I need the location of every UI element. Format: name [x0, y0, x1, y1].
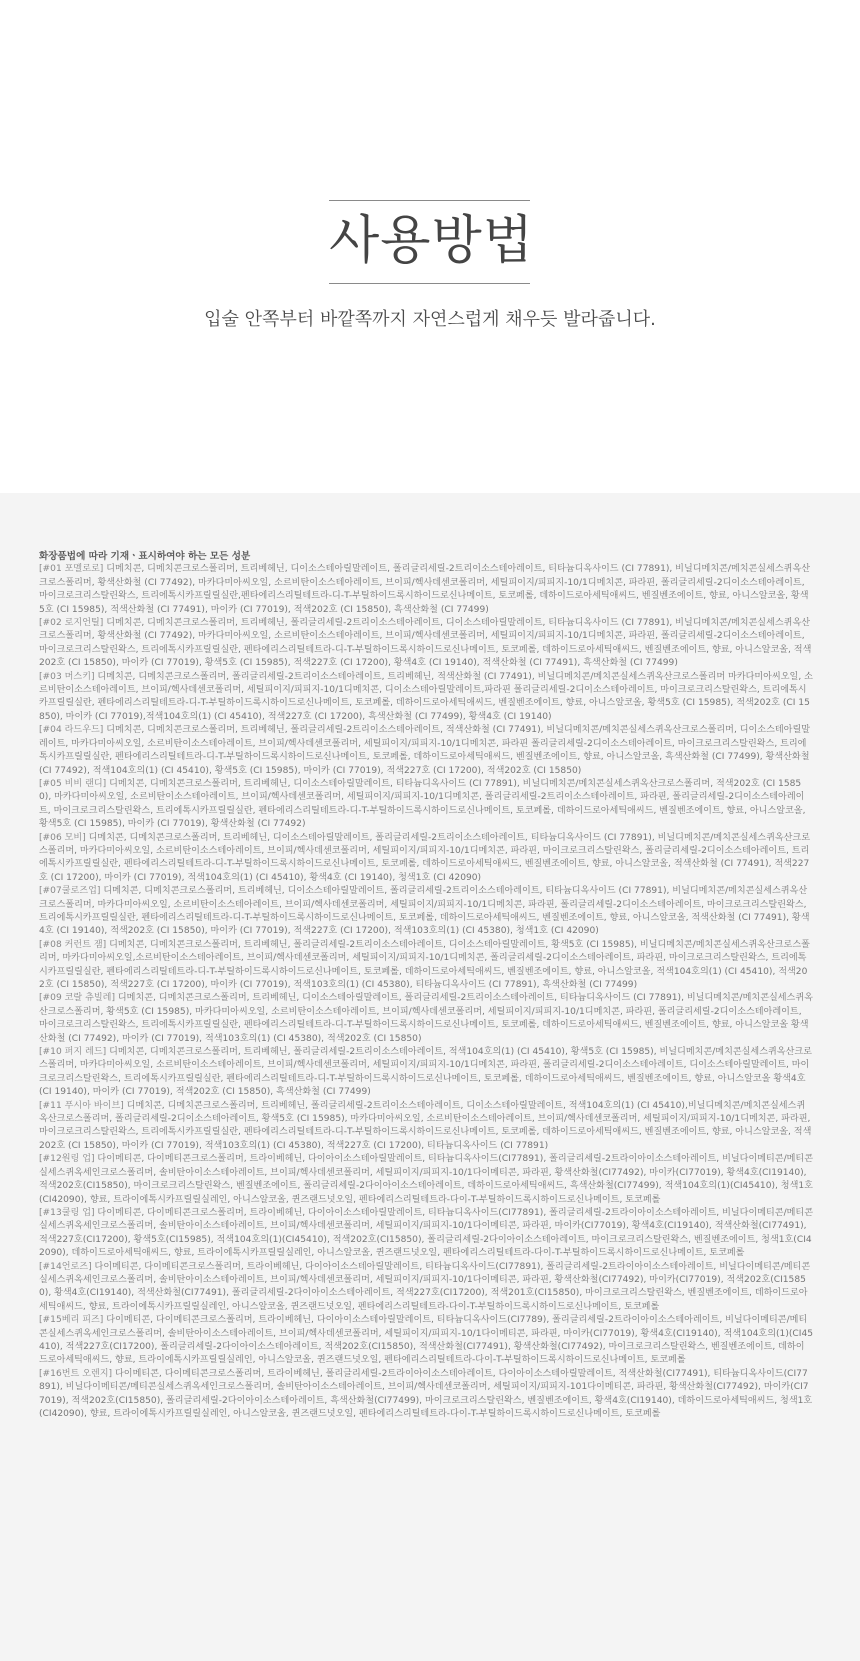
- ingredient-entry: [39, 1314, 813, 1368]
- shade-label: [#16번트 오렌지]: [39, 1368, 113, 1379]
- ingredient-entry: [39, 724, 813, 778]
- ingredient-text: 디메치콘, 디메치콘크로스폴리머, 트리베헤닌, 디이소스테아릴말레이트, 폴리글리세릴-2트리이소스테아레이트, 티타늄디옥사이드 (CI 77891), 비닐디메치콘/메치콘실세스퀴옥산크로스폴리머, 마카다미아씨오일, 소르비탄이소스테아레이트, 브이피/헥사데센코폴리머, 세틸피이지/피피지-10/1디메치콘, 파라핀, 마이크로크리스탈린왁스, 폴리글리세릴-2디이소스테아레이트, 트리에톡시카프릴릴실란, 펜타에리스리틸테트라-디-T-부틸하이드록시하이드로신나메이트, 토코페롤, 데하이드로아세틱애씨드, 벤질벤조에이트, 향료, 아니스알코올, 적색산화철 (CI 77491), 적색227호 (CI 17200), 마이카 (CI 77019), 적색104호의(1) (CI 45410), 황색4호 (CI 19140), 청색1호 (CI 42090): [39, 832, 811, 883]
- usage-description: 입술 안쪽부터 바깥쪽까지 자연스럽게 채우듯 발라줍니다.: [204, 309, 656, 330]
- shade-label: [#11 푸시아 바이브]: [39, 1100, 124, 1111]
- ingredient-text: 디메치콘, 디메치콘크로스폴리머, 트리베헤닌, 디이소스테아릴말레이트, 폴리글리세릴-2트리이소스테아레이트, 티타늄디옥사이드 (CI 77891), 비닐디메치콘/메치콘실세스퀴옥산크로스폴리머, 마카다미아씨오일, 소르비탄이소스테아레이트, 브이피/헥사데센코폴리머, 세틸피이지/피피지-10/1디메치콘, 파라핀, 폴리글리세릴-2디이소스테아레이트, 마이크로크리스탈린왁스, 트리에톡시카프릴릴실란, 펜타에리스리틸테트라-디-T-부틸하이드록시하이드로신나메이트, 토코페롤, 데하이드로아세틱애씨드, 벤질벤조에이트, 향료, 아니스알코올, 적색산화철 (CI 77491), 황색4호 (CI 19140), 적색202호 (CI 15850), 마이카 (CI 77019), 적색227호 (CI 17200), 적색103호의(1) (CI 45380), 청색1호 (CI 42090): [39, 886, 810, 937]
- ingredient-text: 다이메티콘, 다이메티콘크로스폴리머, 트라이베헤닌, 다이아이소스테아릴말레이트, 티타늄디옥사이드(CI7789), 폴리글리세릴-2트라이아이소스테아레이트, 비닐다이메티콘/메티콘실세스퀴옥세인크로스폴리머, 솔비탄아이소스테아레이트, 브이피/헥사데센코폴리머, 세틸피이지/피피지-10/1다이메티콘, 파라핀, 마이카(CI77019), 황색4호(CI19140), 적색104호의(1)(CI45410), 적색227호(CI17200), 폴리글리세릴-2다이아이소스테아레이트, 적색202호(CI15850), 적색산화철(CI77491), 황색산화철(CI77492), 마이크로크리스탈린왁스, 벤질벤조에이트, 데하이드로아세틱애씨드, 향료, 트라이에톡시카프릴릴실레인, 아니스알코올, 퀸즈랜드넛오일, 펜타에리스리틸테트라-다이-T-부틸하이드록시하이드로신나메이트, 토코페롤: [39, 1315, 814, 1366]
- shade-label: [#03 머스키]: [39, 671, 95, 682]
- ingredient-text: 다이메티콘, 다이메티콘크로스폴리머, 트라이베헤닌, 폴리글리세릴-2트라이아이소스테아레이트, 다이아이소스테아릴말레이트, 적색산화철(CI77491), 티타늄디옥사이드(CI77891), 비닐다이메티콘/메티콘실세스퀴옥세인크로스폴리머, 솔비탄아이소스테아레이트, 브이피/헥사데센코폴리머, 세틸피이지/피피지-101다이메티콘, 파라핀, 황색산화철(CI77492), 마이카(CI77019), 적색202호(CI15850), 폴리글리세릴-2다이아이소스테아레이트, 흑색산화철(CI77499), 마이크로크리스탈린왁스, 벤질벤조에이트, 황색4호(CI19140), 데하이드로아세틱애씨드, 청색1호(CI42090), 향료, 트라이에톡시카프릴릴실레인, 아니스알코올, 퀸즈랜드넛오일, 펜타에리스리틸테트라-다이-T-부틸하이드록시하이드로신나메이트, 토코페롤: [39, 1368, 813, 1419]
- ingredient-entry: [39, 1046, 813, 1100]
- ingredient-text: 다이메티콘, 다이메티콘크로스폴리머, 트라이베헤닌, 다이아이소스테아릴말레이트, 티타늄디옥사이드(CI77891), 폴리글리세릴-2트라이아이소스테아레이트, 비닐다이메티콘/메티콘실세스퀴옥세인크로스폴리머, 솔비탄아이소스테아레이트, 브이피/헥사데센코폴리머, 세틸피이지/피피지-10/1다이메티콘, 파라핀, 마이카(CI77019), 황색4호(CI19140), 적색산화철(CI77491), 적색227호(CI17200), 황색5호(CI15985), 적색104호의(1)(CI45410), 적색202호(CI15850), 폴리글리세릴-2다이아이소스테아레이트, 마이크로크리스탈린왁스, 벤질벤조에이트, 청색1호(CI42090), 데하이드로아세틱애씨드, 향료, 트라이에톡시카프릴릴실레인, 아니스알코올, 퀸즈랜드넛오일, 펜타에리스리틸테트라-다이-T-부틸하이드록시하이드로신나메이트, 토코페롤: [39, 1207, 814, 1259]
- ingredients-list: [39, 550, 813, 1421]
- shade-label: [#05 비비 랜디]: [39, 778, 107, 789]
- ingredient-entry: [39, 617, 813, 671]
- ingredient-text: 다이메티콘, 다이메티콘크로스폴리머, 트라이베헤닌, 다이아이소스테아릴말레이트, 티타늄디옥사이드(CI77891), 폴리글리세릴-2트라이아이소스테아레이트, 비닐다이메티콘/메티콘실세스퀴옥세인크로스폴리머, 솔비탄아이소스테아레이트, 브이피/헥사데센코폴리머, 세틸피이지/피피지-10/1다이메티콘, 파라핀, 황색산화철(CI77492), 마이카(CI77019), 적색202호(CI15850), 황색4호(CI19140), 적색산화철(CI77491), 폴리글리세릴-2다이아이소스테아레이트, 적색227호(CI17200), 적색201호(CI15850), 마이크로크리스탈린왁스, 벤질벤조에이트, 데하이드로아세틱애씨드, 향료, 트라이에톡시카프릴릴실레인, 아니스알코올, 퀸즈랜드넛오일, 펜타에리스리틸테트라-다이-T-부틸하이드록시하이드로신나메이트, 토코페롤: [39, 1261, 811, 1312]
- ingredient-entry: [39, 885, 813, 939]
- ingredient-entry: [39, 563, 813, 617]
- shade-label: [#01 포멜로로]: [39, 564, 104, 575]
- shade-label: [#14언로즈]: [39, 1261, 92, 1272]
- shade-label: [#02 로지언틸]: [39, 618, 104, 629]
- ingredient-text: 디메치콘, 디메치콘크로스폴리머, 트리베헤닌, 디이소스테아릴말레이트, 티타늄디옥사이드 (CI 77891), 비닐디메치콘/메치콘실세스퀴옥산크로스폴리머, 적색202호 (CI 15850), 마카다미아씨오일, 소르비탄이소스테아레이트, 브이피/헥사데센코폴리머, 세틸피이지/피피지-10/1디메치콘, 폴리글리세릴-2트리이소스테아레이트, 파라핀, 폴리글리세릴-2디이소스테아레이트, 마이크로크리스탈린왁스, 트리에톡시카프릴릴실란, 펜타에리스리틸테트라-디-T-부틸하이드록시하이드로신나메이트, 토코페롤, 데하이드로아세틱애씨드, 벤질벤조에이트, 향료, 아니스알코올, 황색5호 (CI 15985), 마이카 (CI 77019), 황색산화철 (CI 77492): [39, 778, 806, 830]
- ingredient-entry: [39, 671, 813, 725]
- ingredient-entry: [39, 778, 813, 832]
- ingredient-entry: [39, 1207, 813, 1261]
- ingredient-text: 디메치콘, 디메치콘크로스폴리머, 트리베헤닌, 폴리글리세릴-2트리이소스테아레이트, 적색104호의(1) (CI 45410), 황색5호 (CI 15985), 비닐디메치콘/메치콘실세스퀴옥산크로스폴리머, 마카다미아씨오일, 소르비탄이소스테아레이트, 브이피/헥사데센코폴리머, 세틸피이지/피피지-10/1디메치콘, 파라핀, 폴리글리세릴-2디이소스테아레이트, 디이소스테아릴말레이트, 마이크로크리스탈린왁스, 트리에톡시카프릴릴실란, 펜타에리스리틸테트라-디-T-부틸하이드록시하이드로신나메이트, 토코페롤, 데하이드로아세틱애씨드, 벤질벤조에이트, 향료, 아니스알코올 황색4호 (CI 19140), 마이카 (CI 77019), 적색202호 (CI 15850), 흑색산화철 (CI 77499): [39, 1047, 812, 1098]
- ingredient-entry: [39, 1261, 813, 1315]
- ingredient-entry: [39, 1368, 813, 1422]
- shade-label: [#10 퍼지 레드]: [39, 1047, 107, 1058]
- page-title: 사용방법: [329, 211, 534, 271]
- shade-label: [#08 커런트 잼]: [39, 939, 107, 950]
- shade-label: [#06 모비]: [39, 832, 86, 843]
- ingredient-text: 디메치콘, 디메치콘크로스폴리머, 트리베헤닌, 폴리글리세릴-2트리이소스테아레이트, 디이소스테아릴말레이트, 티타늄디옥사이드 (CI 77891), 비닐디메치콘/메치콘실세스퀴옥산크로스폴리머, 황색산화철 (CI 77492), 마카다미아씨오일, 소르비탄이소스테아레이트, 브이피/헥사데센코폴리머, 세틸피이지/피피지-10/1디메치콘, 파라핀, 폴리글리세릴-2디이소스테아레이트, 마이크로크리스탈린왁스, 트리에톡시카프릴릴실란, 펜타에리스리틸테트라-디-T-부틸하이드록시하이드로신나메이트, 토코페롤, 데하이드로아세틱애씨드, 벤질벤조에이트, 향료, 아니스알코올, 적색202호 (CI 15850), 마이카 (CI 77019), 황색5호 (CI 15985), 적색227호 (CI 17200), 황색4호 (CI 19140), 적색산화철 (CI 77491), 흑색산화철 (CI 77499): [39, 618, 812, 669]
- ingredient-entry: [39, 1100, 813, 1154]
- ingredients-section: [0, 493, 860, 1661]
- ingredient-text: 디메치콘, 디메치콘크로스폴리머, 트리베헤닌, 폴리글리세릴-2트리이소스테아레이트, 디이소스테아릴말레이트, 황색5호 (CI 15985), 비닐디메치콘/메치콘실세스퀴옥산크로스폴리머, 마카다미아씨오일,소르비탄이소스테아레이트, 브이피/헥사데센코폴리머, 세틸피이지/피피지-10/1디메치콘, 폴리글리세릴-2디이소스테아레이트, 파라핀, 마이크로크리스탈린왁스, 트리에톡시카프릴릴실란, 펜타에리스리틸테트라-디-T-부틸하이드록시하이드로신나메이트, 토코페롤, 데하이드로아세틱애씨드, 벤질벤조에이트, 향료, 아니스알코올, 적색104호의(1) (CI 45410), 적색202호 (CI 15850), 적색227호 (CI 17200), 마이카 (CI 77019), 적색103호의(1) (CI 45380), 티타늄디옥사이드 (CI 77891), 흑색산화철 (CI 77499): [39, 939, 810, 990]
- ingredient-text: 디메치콘, 디메치콘크로스폴리머, 트리베헤닌, 디이소스테아릴말레이트, 폴리글리세릴-2트리이소스테아레이트, 티타늄디옥사이드 (CI 77891), 비닐디메치콘/메치콘실세스퀴옥산크로스폴리머, 황색산화철 (CI 77492), 마카다미아씨오일, 소르비탄이소스테아레이트, 브이피/헥사데센코폴리머, 세틸피이지/피피지-10/1디메치콘, 파라핀, 폴리글리세릴-2디이소스테아레이트, 마이크로크리스탈린왁스, 트리에톡시카프릴릴실란,펜타에리스리틸테트라-디-T-부틸하이드록시하이드로신나메이트, 토코페롤, 데하이드로아세틱애씨드, 벤질벤조에이트, 향료, 아니스알코올, 황색5호 (CI 15985), 적색산화철 (CI 77491), 마이카 (CI 77019), 적색202호 (CI 15850), 흑색산화철 (CI 77499): [39, 564, 811, 615]
- shade-label: [#04 라드우드]: [39, 725, 104, 736]
- ingredient-text: 디메치콘, 디메치콘크로스폴리머, 트리베헤닌, 폴리글리세릴-2트리이소스테아레이트, 디이소스테아릴말레이트, 적색104호의(1) (CI 45410),비닐디메치콘/메치콘실세스퀴옥산크로스폴리머, 폴리글리세릴-2디이소스테아레이트, 황색5호 (CI 15985), 마카다미아씨오일, 소르비탄이소스테아레이트, 브이피/헥사데센코폴리머, 세틸피이지/피피지-10/1디메치콘, 파라핀, 마이크로크리스탈린왁스, 트리에톡시카프릴릴실란, 펜타에리스리틸테트라-디-T-부틸하이드록시하이드로신나메이트, 토코페롤, 데하이드로아세틱애씨드, 벤질벤조에이트, 향료, 아니스알코올, 적색202호 (CI 15850), 마이카 (CI 77019), 적색103호의(1) (CI 45380), 적색227호 (CI 17200), 티타늄디옥사이드 (CI 77891): [39, 1100, 812, 1151]
- ingredient-text: 디메치콘, 디메치콘크로스폴리머, 폴리글리세릴-2트리이소스테아레이트, 트리베헤닌, 적색산화철 (CI 77491), 비닐디메치콘/메치콘실세스퀴옥산크로스폴리머 마카다미아씨오일, 소르비탄이소스테아레이트, 브이피/헥사데센코폴리머, 세틸피이지/피피지-10/1디메치콘, 디이소스테아릴말레이트,파라핀 폴리글리세릴-2디이소스테아레이트, 마이크로크리스탈린왁스, 트리에톡시카프릴릴실란, 펜타에리스리틸테트라-디-T-부틸하이드록시하이드로신나메이트, 토코페롤, 데하이드로아세틱애씨드, 벤질벤조에이트, 향료, 아니스알코올, 황색5호 (CI 15985), 적색202호 (CI 15850), 마이카 (CI 77019),적색104호의(1) (CI 45410), 적색227호 (CI 17200), 흑색산화철 (CI 77499), 황색4호 (CI 19140): [39, 671, 813, 722]
- title-frame: [329, 200, 534, 284]
- ingredient-entry: [39, 992, 813, 1046]
- shade-label: [#13쿨링 업]: [39, 1207, 95, 1218]
- ingredient-entry: [39, 939, 813, 993]
- shade-label: [#09 코랄 츄빌레]: [39, 993, 115, 1004]
- shade-label: [#07쿨로즈업]: [39, 886, 101, 897]
- ingredient-entry: [39, 832, 813, 886]
- shade-label: [#12원링 업]: [39, 1154, 95, 1165]
- ingredients-heading: 화장품법에 따라 기재ㆍ표시하여야 하는 모든 성분: [39, 551, 251, 562]
- ingredient-text: 다이메티콘, 다이메티콘크로스폴리머, 트라이베헤닌, 다이아이소스테아릴말레이트, 티타늄디옥사이드(CI77891), 폴리글리세릴-2트라이아이소스테아레이트, 비닐다이메티콘/메티콘실세스퀴옥세인크로스폴리머, 솔비탄아이소스테아레이트, 브이피/헥사데센코폴리머, 세틸피이지/피피지-10/1다이메티콘, 파라핀, 황색산화철(CI77492), 마이카(CI77019), 황색4호(CI19140), 적색202호(CI15850), 마이크로크리스탈린왁스, 벤질벤조에이트, 폴리글리세릴-2다이아이소스테아레이트, 데하이드로아세틱애씨드, 흑색산화철(CI77499), 적색104호의(1)(CI45410), 청색1호(CI42090), 향료, 트라이에톡시카프릴릴실레인, 아니스알코올, 퀸즈랜드넛오일, 펜타에리스리틸테트라-다이-T-부틸하이드록시하이드로신나메이트, 토코페롤: [39, 1154, 814, 1205]
- ingredient-text: 디메치콘, 디메치콘크로스폴리머, 트리베헤닌, 디이소스테아릴말레이트, 폴리글리세릴-2트리이소스테아레이트, 티타늄디옥사이드 (CI 77891), 비닐디메치콘/메치콘실세스퀴옥산크로스폴리머, 황색5호 (CI 15985), 마카다미아씨오일, 소르비탄이소스테아레이트, 브이피/헥사데센코폴리머, 세틸피이지/피피지-10/1디메치콘, 파라핀, 폴리글리세릴-2디이소스테아레이트, 마이크로크리스탈린왁스, 트리에톡시카프릴릴실란, 펜타에리스리틸테트라-디-T-부틸하이드록시하이드로신나메이트, 토코페롤, 데하이드로아세틱애씨드, 벤질벤조에이트, 향료, 아니스알코올 황색산화철 (CI 77492), 마이카 (CI 77019), 적색103호의(1) (CI 45380), 적색202호 (CI 15850): [39, 993, 813, 1044]
- shade-label: [#15베리 피즈]: [39, 1315, 104, 1326]
- ingredient-entry: [39, 1153, 813, 1207]
- usage-section: [0, 0, 860, 493]
- ingredient-text: 디메치콘, 디메치콘크로스폴리머, 트리베헤닌, 폴리글리세릴-2트리이소스테아레이트, 적색산화철 (CI 77491), 비닐디메치콘/메치콘실세스퀴옥산크로스폴리머, 디이소스테아릴말레이트, 마카다미아씨오일, 소르비탄이소스테아레이트, 브이피/헥사데센코폴리머, 세틸피이지/피피지-10/1디메치콘, 파라핀 폴리글리세릴-2디이소스테아레이트, 마이크로크리스탈린왁스, 트리에톡시카프릴릴실란, 펜타에리스리틸테트라-디-T-부틸하이드록시하이드로신나메이트, 토코페롤, 데하이드로아세틱애씨드, 벤질벤조에이트, 향료, 아니스알코올, 흑색산화철 (CI 77499), 황색산화철 (CI 77492), 적색104호의(1) (CI 45410), 황색5호 (CI 15985), 마이카 (CI 77019), 적색227호 (CI 17200), 적색202호 (CI 15850): [39, 725, 811, 776]
